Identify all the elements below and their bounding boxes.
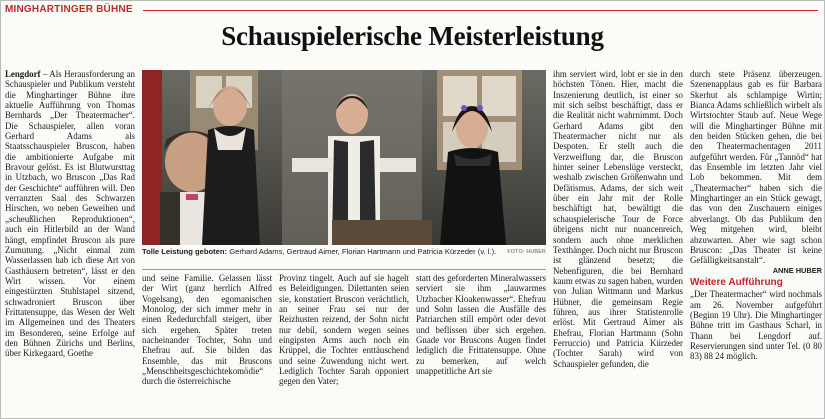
column-1-text: – Als Herausforderung an Schauspieler und Publikum versteht die Minghartinger Bühne ihre aktuelle Aufführung von Thomas Bernhards „Der Theatermacher“. Die Schauspieler, allen voran Gerhard Adams als Staatsschauspieler Bruscon, haben die ambitionierte Aufgabe mit Bravour gelöst. Es ist Blutwursttag in Utzbach, wo Bruscon „Das Rad der Geschichte“ aufführen will. Den verranzten Saal des Schwarzen Hirschen, wo neben Geweihen und „scheußlichen Reproduktionen“, auch ein Hitlerbild an der Wand hängt, empfindet Bruscon als pure Zumutung. „Nicht einmal zum Wasserlassen hab ich diese Art von Gasthäusern betreten“, lässt er den Wirt wissen. Vor einem eingestürzten Stuhlstapel sitzend, schwadroniert Bruscon über Frittatensuppe, das Wesen der Welt im Allgemeinen und des Theaters im Besonderen, seine Erfolge auf den Bühnen Zürichs und Berlins, über Kirkegaard, Goethe <box>5 69 135 359</box>
stage-photo-image <box>142 70 546 245</box>
photo-caption <box>142 247 546 256</box>
article-column-4 <box>416 273 546 419</box>
caption-rule <box>142 269 546 270</box>
section-kicker: MINGHARTINGER BÜHNE <box>5 4 133 15</box>
column-5-text: ihm serviert wird, lobt er sie in den höchsten Tönen. Hier, macht die Inszenierung deutlich, ist einer so mit sich selbst beschäftigt, dass er die Realität nicht wahrnimmt. Doch Gerhard Adams gibt den Theatermacher nicht nur als Despoten. Er stellt auch die Verzweiflung dar, die Bruscon hinter seiner Lebenslüge versteckt, weshalb zwischen Größenwahn und Defätismus. Adams, der sich weit über ein Jahr mit der Rolle beschäftigt hat, bewältigt die schauspielerische Tour de Force übrigens nicht nur nuancenreich, sondern auch ohne merklichen Texthänger. Doch nicht nur Bruscon ist glänzend besetzt; die Nebenfiguren, die bei Bernhard kaum etwas zu sagen haben, wurden von Julian Wittmann und Markus Hübner, die gemeinsam Regie führen, aus ihrer Statistenrolle erlöst. Mit Gertraud Aimer als Ehefrau, Florian Hartmann (Sohn Ferruccio) und Patricia Kürzeder (Tochter Sarah) wird von Schauspieler gefunden, die <box>553 69 683 369</box>
article-column-2 <box>142 273 272 419</box>
column-6-end-text: „Der Theatermacher“ wird nochmals am 26. November aufgeführt (Beginn 19 Uhr). Die Minghartinger Bühne tritt im Gasthaus Scharl, in Thann bei Lengdorf auf. Reservierungen sind unter Tel. (0 80 83) 88 24 möglich. <box>690 289 822 362</box>
article-column-1 <box>5 69 135 419</box>
dateline: Lengdorf <box>5 69 41 79</box>
author-signature: ANNE HUBER <box>772 265 822 275</box>
column-6-text: durch stete Präsenz überzeugen. Szenenapplaus gab es für Barbara Skerhut als schlampige Wirtin; Bianca Adams schließlich wirbelt als Wirtstochter Staub auf. Neue Wege will die Minghartinger Bühne mit den beiden Stücken gehen, die bei den Theatermachentagen 2011 aufgeführt werden. Für „Tannöd“ hat das Ensemble im letzten Jahr viel Lob bekommen. Mit dem „Theatermacher“ haben sich die Minghartinger an ein Stück gewagt, das von den Zuschauern einiges abverlangt. Ob das Publikum den Weg mitgehen wird, bleibt abzuwarten. Aber wie sagt schon Bruscon: „Das Theater ist keine Gefälligkeitsanstalt“. <box>690 69 822 266</box>
column-3-text: Provinz tingelt. Auch auf sie hagelt es Beleidigungen. Dilettanten seien sie, konstatiert Bruscon verächtlich, an seiner Frau sei nur der Reizhusten reizend, der Sohn nicht nur debil, sondern wegen seines eingipsten Arms auch noch ein Krüppel, die Tochter enttäuschend und seine Zuwendung nicht wert. Lediglich Tochter Sarah opponiert gegen den Vater; <box>279 273 409 387</box>
stage-photo <box>142 70 546 245</box>
photo-credit: FOTO: HUBER <box>507 249 546 255</box>
column-4-text: statt des geforderten Mineralwassers serviert sie ihm „lauwarmes Utzbacher Kloakenwasser“. Ehefrau und Sohn lassen die Ausfälle des Patriarchen still empört oder devot und beflissen über sich ergehen. Gnade vor Bruscons Augen findet lediglich die Frittatensuppe. Ohne zu bemerken, auf welch unappetitliche Art sie <box>416 273 546 377</box>
column-2-text: und seine Familie. Gelassen lässt der Wirt (ganz herrlich Alfred Vogelsang), den egomanischen Monolog, der sich immer mehr in einen Rededurchfall steigert, über sich ergehen. Später treten nacheinander Tochter, Sohn und Ehefrau auf. Sie bilden das Ensemble, das mit Bruscons „Menschheitsgeschichtekomödie“ durch die österreichische <box>142 273 272 387</box>
section-rule <box>143 10 818 11</box>
caption-lead: Tolle Leistung geboten: <box>142 247 228 256</box>
caption-text: Gerhard Adams, Gertraud Aimer, Florian Hartmann und Patricia Kürzeder (v. l.). <box>229 247 497 256</box>
headline: Schauspielerische Meisterleistung <box>221 21 604 51</box>
article-column-3 <box>279 273 409 419</box>
article-column-5 <box>553 69 683 419</box>
article-column-6 <box>690 69 822 419</box>
sub-heading: Weitere Aufführung <box>690 276 783 288</box>
